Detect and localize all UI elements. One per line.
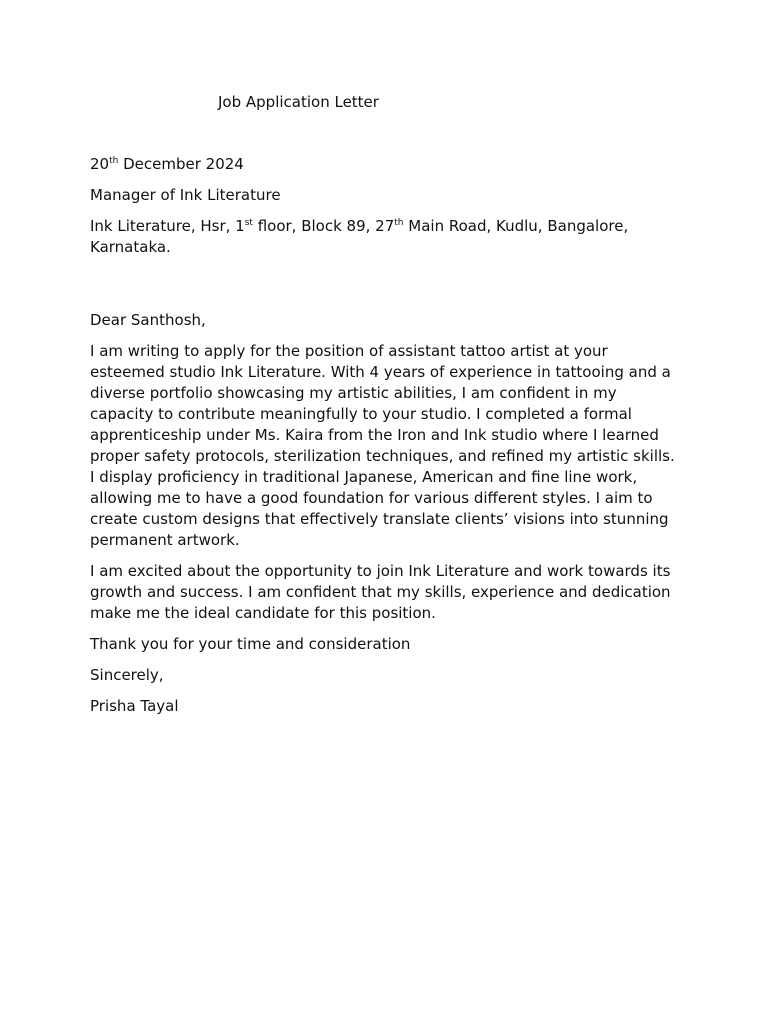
- letter-body: [90, 154, 690, 717]
- date-rest: December 2024: [118, 155, 244, 173]
- paragraph-2-line: growth and success. I am confident that my skills, experience and dedication: [90, 583, 671, 601]
- paragraph-1-line: permanent artwork.: [90, 531, 240, 549]
- paragraph-2-line: make me the ideal candidate for this position.: [90, 604, 436, 622]
- address-line-1: [90, 216, 690, 237]
- address-sup-1: st: [244, 218, 253, 228]
- signature-name: Prisha Tayal: [90, 697, 179, 715]
- thanks-line: Thank you for your time and consideration: [90, 635, 411, 653]
- paragraph-1-line: diverse portfolio showcasing my artistic abilities, I am confident in my: [90, 384, 617, 402]
- address-sup-2: th: [394, 218, 404, 228]
- date-day-suffix: th: [109, 156, 119, 166]
- closing: Sincerely,: [90, 666, 164, 684]
- address-line-2: Karnataka.: [90, 238, 171, 256]
- paragraph-1-line: apprenticeship under Ms. Kaira from the Iron and Ink studio where I learned: [90, 426, 659, 444]
- paragraph-1: [90, 341, 690, 551]
- address-part-1: Ink Literature, Hsr, 1: [90, 217, 245, 235]
- paragraph-1-line: esteemed studio Ink Literature. With 4 years of experience in tattooing and a: [90, 363, 671, 381]
- letter-date: [90, 154, 690, 175]
- paragraph-1-line: I am writing to apply for the position of assistant tattoo artist at your: [90, 342, 608, 360]
- paragraph-2-line: I am excited about the opportunity to join Ink Literature and work towards its: [90, 562, 671, 580]
- address-part-2: floor, Block 89, 27: [252, 217, 395, 235]
- paragraph-1-line: allowing me to have a good foundation for various different styles. I aim to: [90, 489, 653, 507]
- paragraph-1-line: proper safety protocols, sterilization techniques, and refined my artistic skills.: [90, 447, 675, 465]
- letter-title: Job Application Letter: [218, 93, 379, 111]
- paragraph-1-line: I display proficiency in traditional Japanese, American and fine line work,: [90, 468, 638, 486]
- recipient-title: Manager of Ink Literature: [90, 186, 281, 204]
- paragraph-1-line: create custom designs that effectively translate clients’ visions into stunning: [90, 510, 669, 528]
- paragraph-2: [90, 561, 690, 624]
- date-day: 20: [90, 155, 110, 173]
- salutation: Dear Santhosh,: [90, 311, 206, 329]
- recipient-address: [90, 216, 690, 258]
- paragraph-1-line: capacity to contribute meaningfully to your studio. I completed a formal: [90, 405, 632, 423]
- address-part-3: Main Road, Kudlu, Bangalore,: [403, 217, 629, 235]
